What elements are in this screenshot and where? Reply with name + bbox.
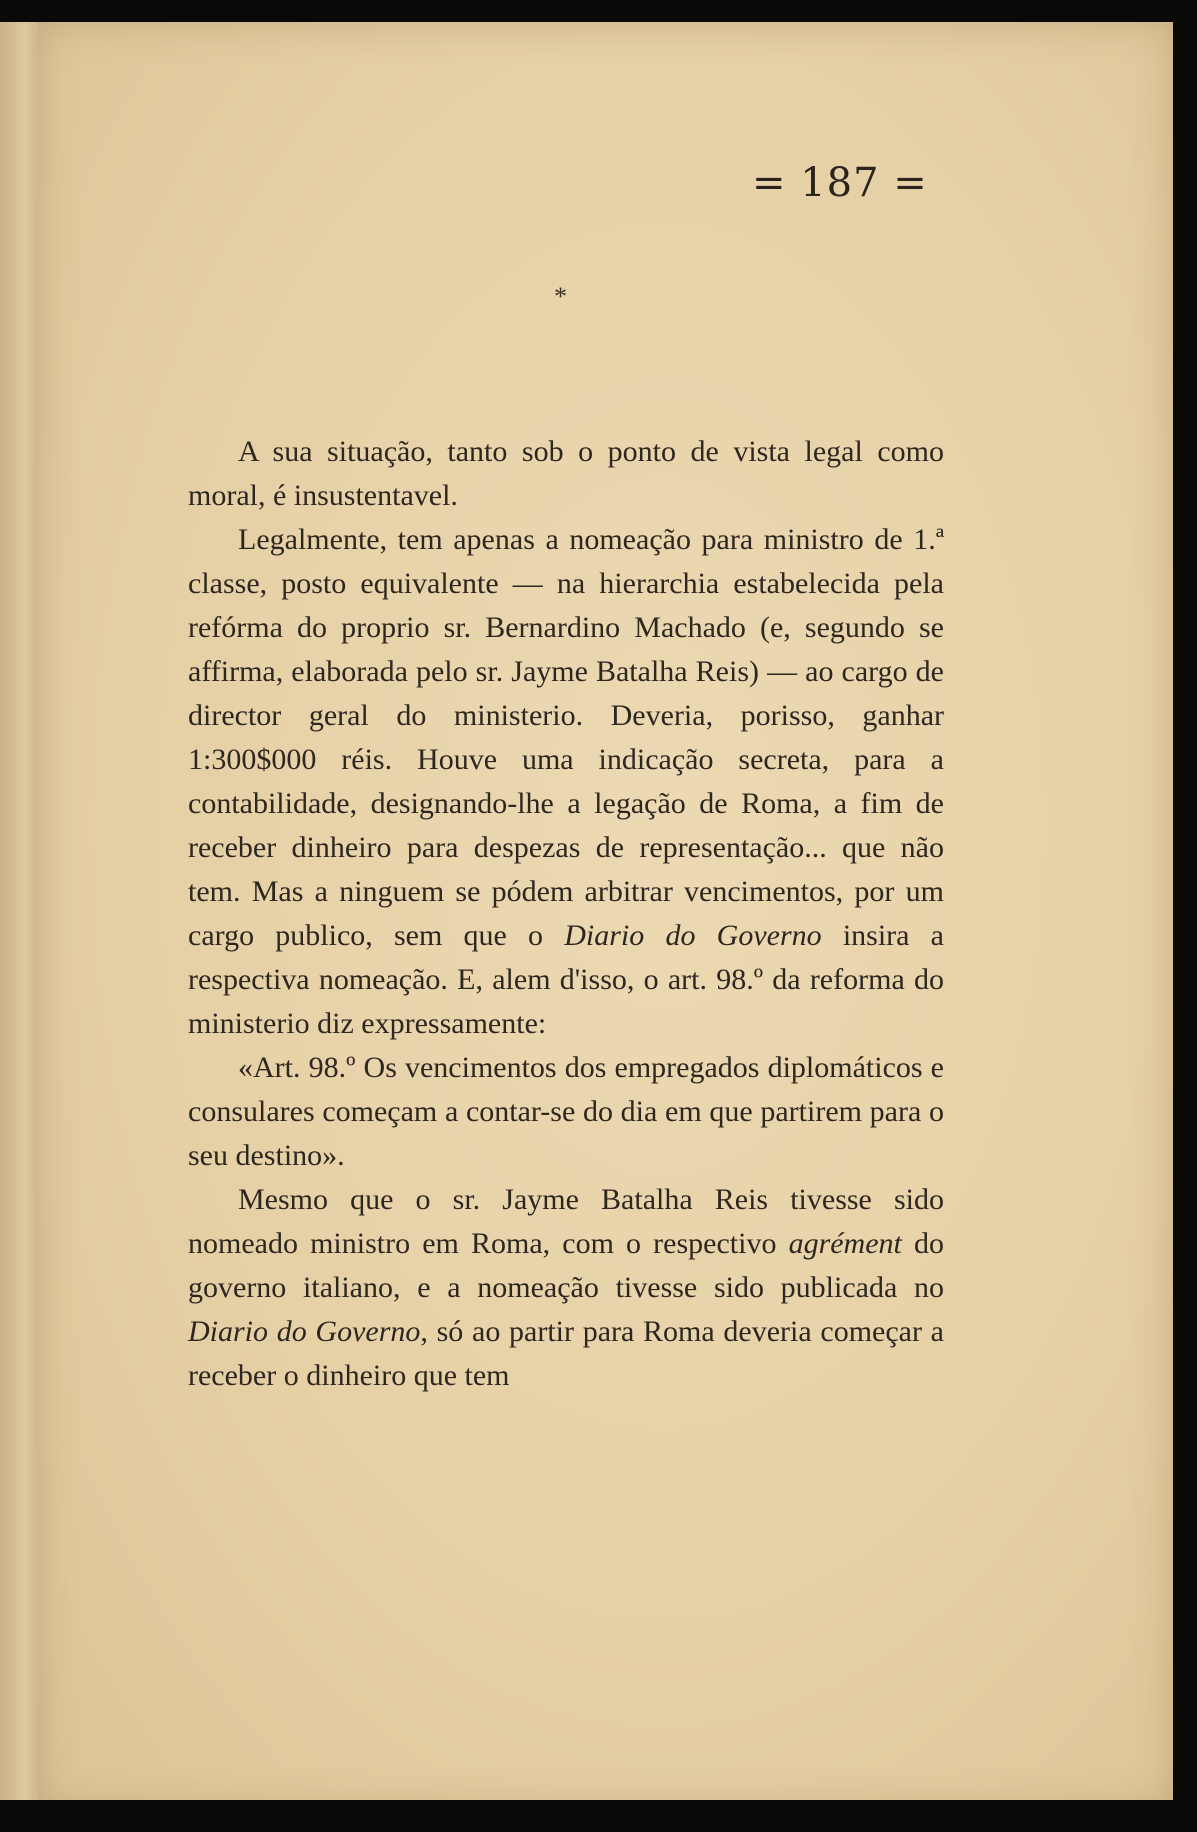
text-segment: do governo italiano, e a nomeação tivesse sido publicada no bbox=[188, 1227, 944, 1304]
body-text bbox=[188, 430, 944, 1398]
section-separator: * bbox=[554, 282, 567, 311]
paragraph bbox=[188, 430, 944, 518]
text-segment: «Art. 98.º Os vencimentos dos empregados diplomáticos e consulares começam a contar-se do dia em que partirem para o seu destino». bbox=[188, 1051, 944, 1172]
text-segment: Legalmente, tem apenas a nomeação para ministro de 1.ª classe, posto equivalente — na hierarchia estabelecida pela refórma do proprio sr. Bernardino Machado (e, segundo se affirma, elaborada pelo sr. Jayme Batalha Reis) — ao cargo de director geral do ministerio. Deveria, porisso, ganhar 1:300$000 réis. Houve uma indicação secreta, para a contabilidade, designando-lhe a legação de Roma, a fim de receber dinheiro para despezas de representação... que não tem. Mas a ninguem se pódem arbitrar vencimentos, por um cargo publico, sem que o bbox=[188, 523, 944, 952]
scan-bottom-border bbox=[0, 1800, 1197, 1832]
page-number: = 187 = bbox=[752, 160, 928, 206]
paragraph bbox=[188, 518, 944, 1046]
text-segment: A sua situação, tanto sob o ponto de vista legal como moral, é insustentavel. bbox=[188, 435, 944, 512]
italic-text-segment: Diario do Governo bbox=[564, 919, 822, 952]
paragraph bbox=[188, 1046, 944, 1178]
text-segment: , só ao partir para Roma deveria começar a receber o dinheiro que tem bbox=[188, 1315, 944, 1392]
book-spine-edge bbox=[0, 22, 42, 1810]
text-segment: Mesmo que o sr. Jayme Batalha Reis tivesse sido nomeado ministro em Roma, com o respectivo bbox=[188, 1183, 944, 1260]
italic-text-segment: Diario do Governo bbox=[188, 1315, 421, 1348]
text-segment: insira a respectiva nomeação. E, alem d'isso, o art. 98.º da reforma do ministerio diz expressamente: bbox=[188, 919, 944, 1040]
paragraph bbox=[188, 1178, 944, 1398]
italic-text-segment: agrément bbox=[788, 1227, 902, 1260]
